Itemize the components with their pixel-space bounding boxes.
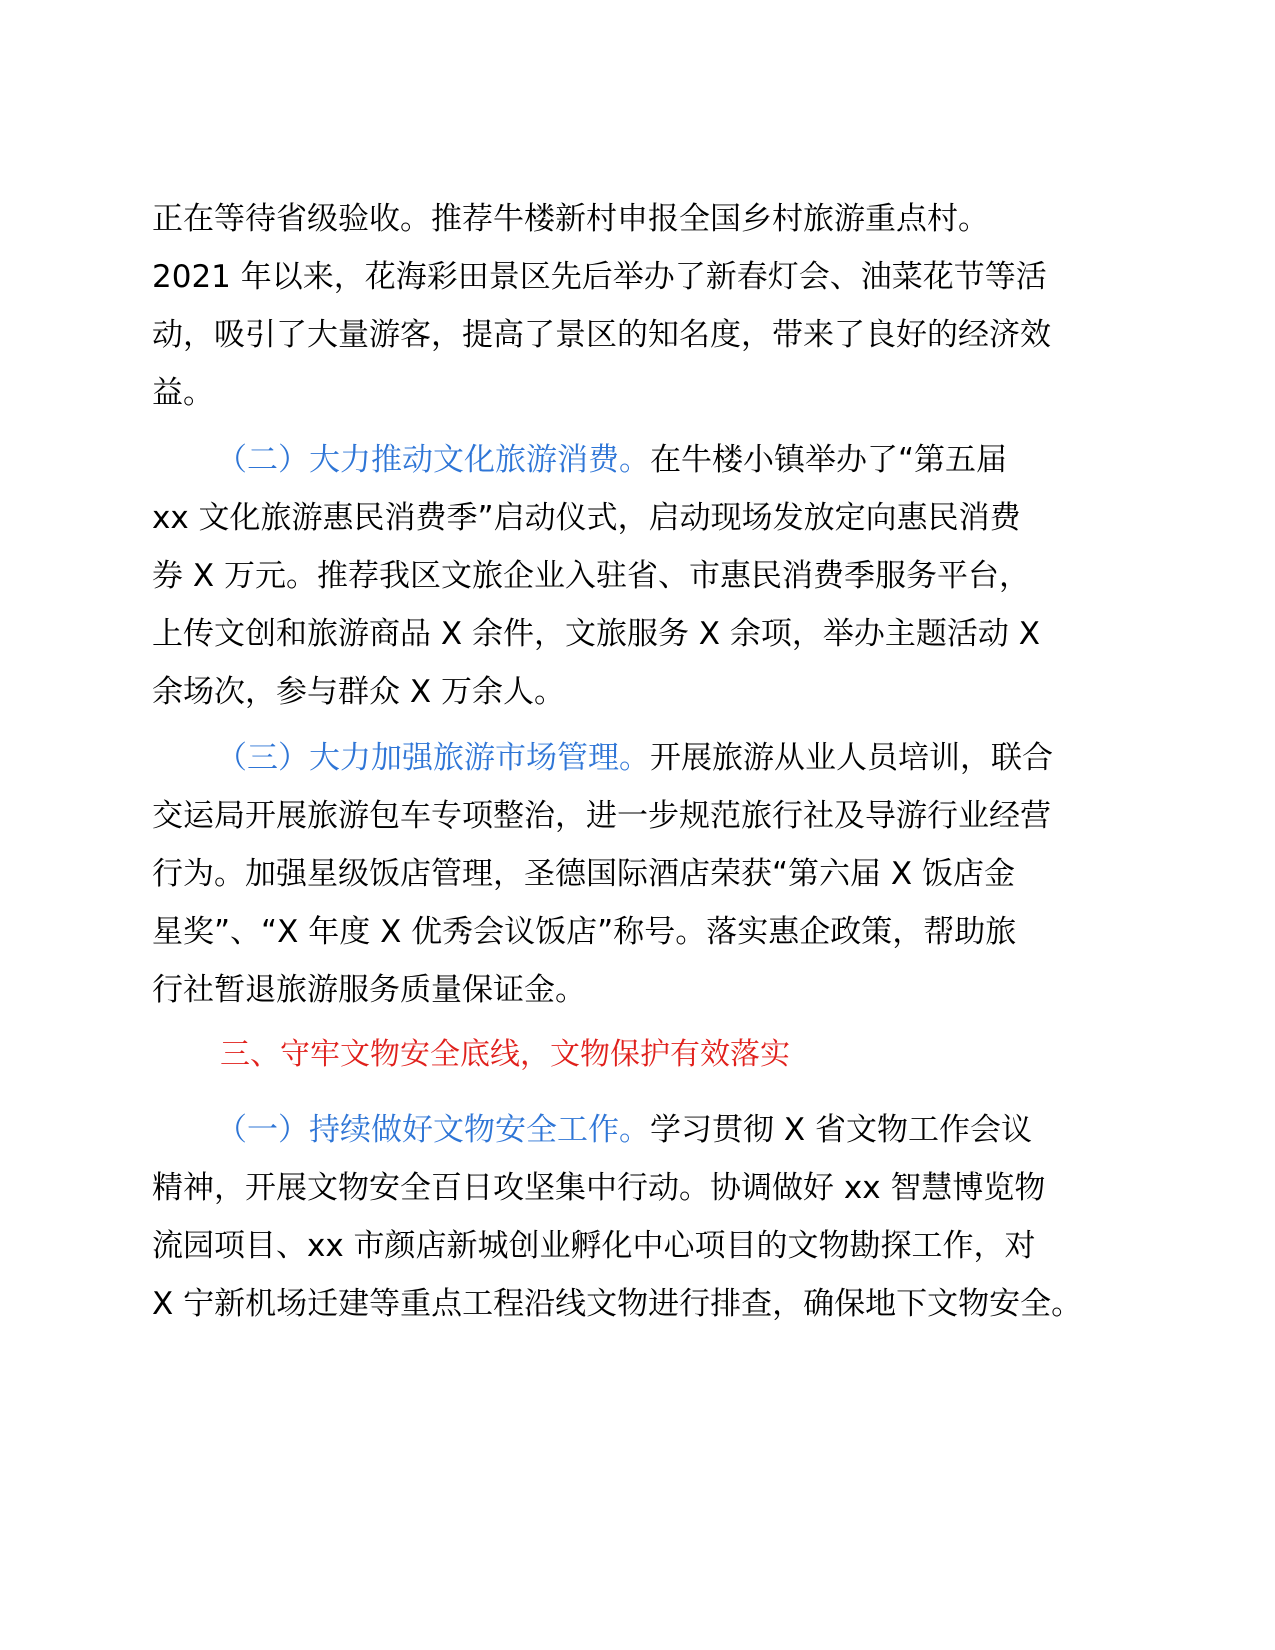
text-line: xx 文化旅游惠民消费季”启动仪式，启动现场发放定向惠民消费 [152,500,1021,536]
paragraph-consumption [152,431,1142,721]
text-line: 动，吸引了大量游客，提高了景区的知名度，带来了良好的经济效 [152,317,1051,353]
text-line: 行为。加强星级饭店管理，圣德国际酒店荣获“第六届 X 饭店金 [152,856,1016,892]
text-line [152,1101,1142,1159]
paragraph-relic-safety [152,1101,1142,1333]
text-span: 学习贯彻 X 省文物工作会议 [650,1112,1032,1148]
text-line: 2021 年以来，花海彩田景区先后举办了新春灯会、油菜花节等活 [152,259,1047,295]
section-title: 三、守牢文物安全底线，文物保护有效落实 [220,1037,790,1072]
text-line [152,729,1142,787]
text-line: 流园项目、xx 市颜店新城创业孵化中心项目的文物勘探工作，对 [152,1228,1036,1264]
text-line [152,431,1142,489]
text-line: X 宁新机场迁建等重点工程沿线文物进行排查，确保地下文物安全。 [152,1286,1083,1322]
text-line: 余场次，参与群众 X 万余人。 [152,674,565,710]
text-line: 交运局开展旅游包车专项整治，进一步规范旅行社及导游行业经营 [152,798,1051,834]
text-span: 开展旅游从业人员培训，联合 [650,740,1053,776]
text-line: 上传文创和旅游商品 X 余件，文旅服务 X 余项，举办主题活动 X [152,616,1040,652]
text-line: 券 X 万元。推荐我区文旅企业入驻省、市惠民消费季服务平台， [152,558,1030,594]
section-heading-3 [152,1026,1142,1084]
text-line: 行社暂退旅游服务质量保证金。 [152,972,586,1008]
text-line: 星奖”、“X 年度 X 优秀会议饭店”称号。落实惠企政策，帮助旅 [152,914,1017,950]
subheading: （三）大力加强旅游市场管理。 [216,740,650,776]
paragraph-market-management [152,729,1142,1019]
paragraph-tourism-village [152,190,1142,422]
text-line: 正在等待省级验收。推荐牛楼新村申报全国乡村旅游重点村。 [152,201,989,237]
subheading: （二）大力推动文化旅游消费。 [216,442,650,478]
text-span: 在牛楼小镇举办了“第五届 [650,442,1008,478]
subheading: （一）持续做好文物安全工作。 [216,1112,650,1148]
text-line: 精神，开展文物安全百日攻坚集中行动。协调做好 xx 智慧博览物 [152,1170,1046,1206]
text-line: 益。 [152,375,214,411]
